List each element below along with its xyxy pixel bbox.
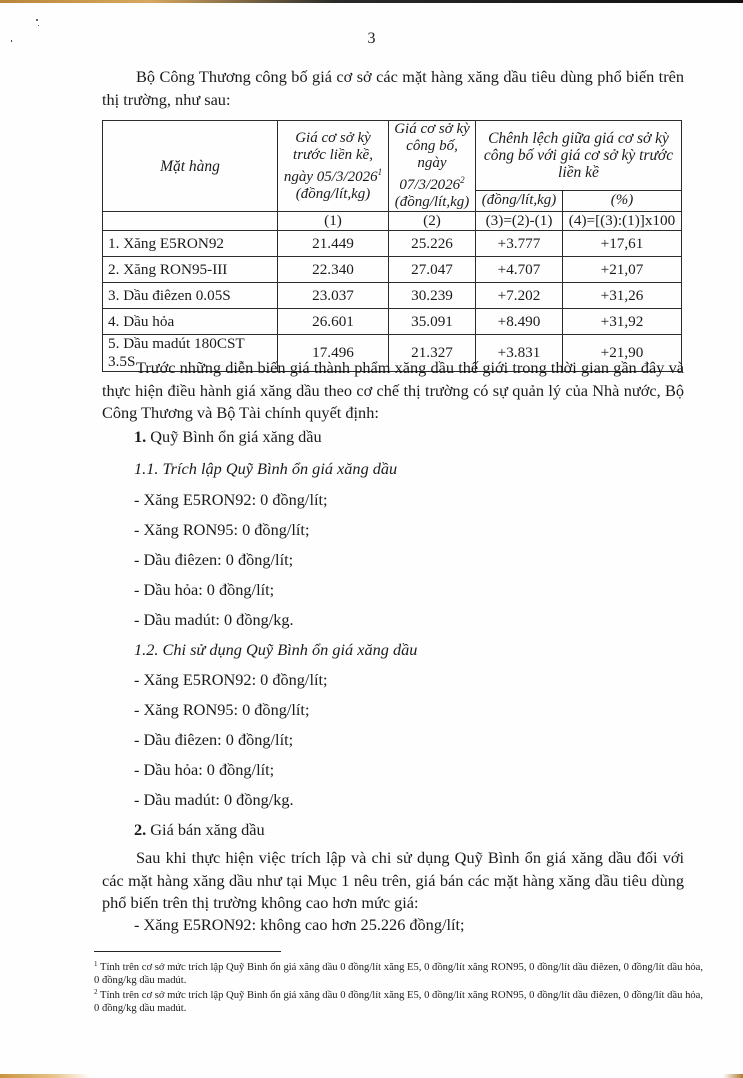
section-1-1-heading: 1.1. Trích lập Quỹ Bình ổn giá xăng dầu [134, 459, 398, 478]
scan-speck [38, 25, 39, 26]
table-row [103, 231, 682, 257]
formula-blank [103, 212, 278, 231]
list-item: - Xăng RON95: 0 đồng/lít; [134, 700, 310, 719]
cell-pct: +31,26 [563, 283, 682, 309]
formula-cell: (2) [389, 212, 476, 231]
base-price-table [102, 120, 682, 372]
decision-intro-paragraph: Trước những diễn biến giá thành phẩm xăng dầu thế giới trong thời gian gần đây và thực hiện điều hành giá xăng dầu theo cơ chế thị trường có sự quản lý của Nhà nước, Bộ Công Thương và Bộ Tài chính quyết định: [102, 358, 684, 422]
section-2-heading: 2. Giá bán xăng dầu [134, 820, 265, 839]
list-item: - Dầu hỏa: 0 đồng/lít; [134, 760, 275, 779]
section-1-heading: 1. Quỹ Bình ổn giá xăng dầu [134, 427, 322, 446]
cell-item: 2. Xăng RON95-III [103, 257, 278, 283]
list-item: - Dầu madút: 0 đồng/kg. [134, 610, 294, 629]
list-item: - Dầu hỏa: 0 đồng/lít; [134, 580, 275, 599]
footnote-1: $^1$ Tính trên cơ sở mức trích lập Quỹ Bình ổn giá xăng dầu 0 đồng/lít xăng E5, 0 đồng/lít xăng RON95, 0 đồng/lít dầu điêzen, 0 đồng/lít dầu hỏa, 0 đồng/kg dầu madút. [94, 960, 704, 986]
header-item: Mặt hàng [103, 121, 278, 212]
header-diff-pct: (%) [563, 190, 682, 211]
header-prev-price: Giá cơ sở kỳ trước liền kề, ngày 05/3/2026$^1$ (đồng/lít,kg) [278, 121, 389, 212]
cell-pct: +21,07 [563, 257, 682, 283]
cell-pct: +21,90 [563, 335, 682, 372]
formula-cell: (4)=[(3):(1)]x100 [563, 212, 682, 231]
cell-item: 1. Xăng E5RON92 [103, 231, 278, 257]
list-item: - Dầu điêzen: 0 đồng/lít; [134, 550, 294, 569]
page-number: 3 [367, 30, 376, 47]
cell-prev: 17.496 [278, 335, 389, 372]
header-diff-abs: (đồng/lít,kg) [476, 190, 563, 211]
table-header-row [103, 121, 682, 191]
cell-diff: +4.707 [476, 257, 563, 283]
cell-new: 21.327 [389, 335, 476, 372]
cell-diff: +7.202 [476, 283, 563, 309]
scan-edge-bottom-left [0, 1074, 90, 1078]
cell-prev: 26.601 [278, 309, 389, 335]
list-item: - Xăng E5RON92: 0 đồng/lít; [134, 490, 328, 509]
cell-pct: +17,61 [563, 231, 682, 257]
list-item: - Xăng E5RON92: 0 đồng/lít; [134, 670, 328, 689]
cell-new: 25.226 [389, 231, 476, 257]
intro-paragraph: Bộ Công Thương công bố giá cơ sở các mặt hàng xăng dầu tiêu dùng phổ biến trên thị trường, như sau: [102, 67, 684, 109]
table-row [103, 309, 682, 335]
formula-cell: (3)=(2)-(1) [476, 212, 563, 231]
list-item: - Xăng RON95: 0 đồng/lít; [134, 520, 310, 539]
scan-edge-bottom-right [723, 1074, 743, 1078]
list-item: - Xăng E5RON92: không cao hơn 25.226 đồng/lít; [134, 915, 465, 934]
table-row [103, 283, 682, 309]
cell-new: 35.091 [389, 309, 476, 335]
table-formula-row [103, 212, 682, 231]
footnote-2: $^2$ Tính trên cơ sở mức trích lập Quỹ Bình ổn giá xăng dầu 0 đồng/lít xăng E5, 0 đồng/lít xăng RON95, 0 đồng/lít dầu điêzen, 0 đồng/lít dầu hỏa, 0 đồng/kg dầu madút. [94, 988, 704, 1014]
header-new-price: Giá cơ sở kỳ công bố, ngày 07/3/2026$^2$ (đồng/lít,kg) [389, 121, 476, 212]
list-item: - Dầu điêzen: 0 đồng/lít; [134, 730, 294, 749]
section-1-2-heading: 1.2. Chi sử dụng Quỹ Bình ổn giá xăng dầu [134, 640, 418, 659]
cell-diff: +8.490 [476, 309, 563, 335]
cell-item: 3. Dầu điêzen 0.05S [103, 283, 278, 309]
cell-item: 5. Dầu madút 180CST 3.5S [103, 335, 278, 372]
cell-diff: +3.777 [476, 231, 563, 257]
cell-diff: +3.831 [476, 335, 563, 372]
section-2-paragraph: Sau khi thực hiện việc trích lập và chi sử dụng Quỹ Bình ổn giá xăng dầu đối với các mặt hàng xăng dầu như tại Mục 1 nêu trên, giá bán các mặt hàng xăng dầu tiêu dùng phổ biến trên thị trường không cao hơn mức giá: [102, 848, 684, 912]
cell-prev: 23.037 [278, 283, 389, 309]
scan-speck [36, 19, 38, 21]
cell-prev: 22.340 [278, 257, 389, 283]
formula-cell: (1) [278, 212, 389, 231]
table-row [103, 257, 682, 283]
cell-prev: 21.449 [278, 231, 389, 257]
footnote-separator [94, 951, 281, 952]
header-diff-group: Chênh lệch giữa giá cơ sở kỳ công bố với giá cơ sở kỳ trước liền kề [476, 121, 682, 191]
cell-pct: +31,92 [563, 309, 682, 335]
cell-item: 4. Dầu hỏa [103, 309, 278, 335]
list-item: - Dầu madút: 0 đồng/kg. [134, 790, 294, 809]
scan-edge-top [0, 0, 743, 3]
cell-new: 27.047 [389, 257, 476, 283]
cell-new: 30.239 [389, 283, 476, 309]
